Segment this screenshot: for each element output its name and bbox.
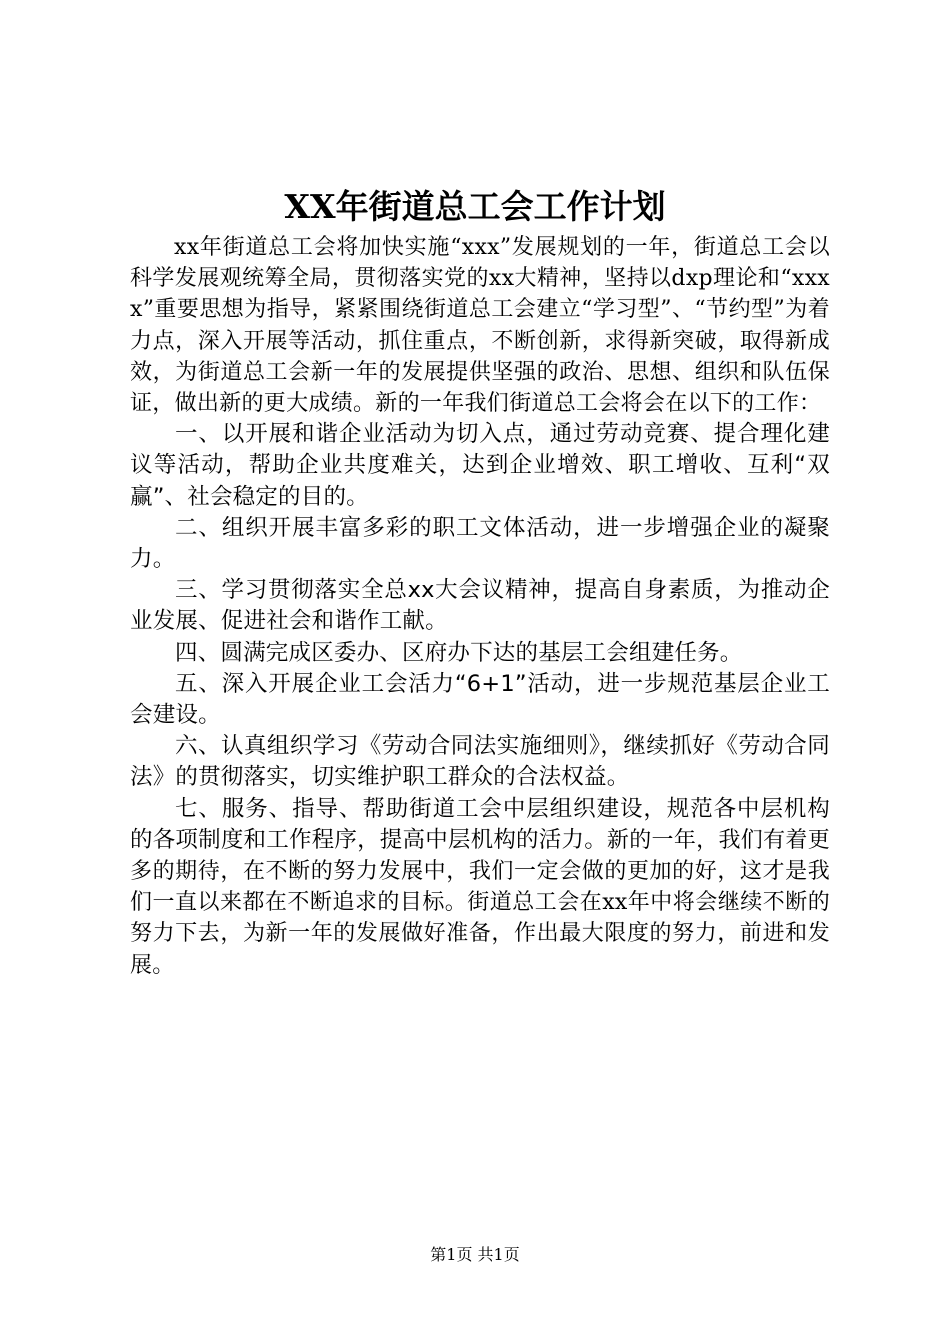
closing-text: 新的一年，我们有着更多的期待，在不断的努力发展中，我们一定会做的更加的好，这才是我们一直以来都在不断追求的目标。街道总工会在xx年中将会继续不断的努力下去，为新一年的发展做好准备，作出最大限度的努力，前进和发展。	[130, 827, 830, 978]
document-title: XX年街道总工会工作计划	[284, 187, 666, 226]
plan-item-4: 四、圆满完成区委办、区府办下达的基层工会组建任务。	[175, 639, 743, 666]
plan-item-5: 五、深入开展企业工会活力“6+1”活动，进一步规范基层企业工会建设。	[130, 670, 830, 729]
plan-item-3: 三、学习贯彻落实全总xx大会议精神，提高自身素质，为推动企业发展、促进社会和谐作工献。	[130, 577, 830, 635]
plan-item-2: 二、组织开展丰富多彩的职工文体活动，进一步增强企业的凝聚力。	[130, 514, 830, 573]
plan-item-7-text: 七、服务、指导、帮助街道工会中层组织建设，规范各中层机构的各项制度和工作程序，提高中层机构的活力。	[130, 795, 830, 853]
document-body	[130, 232, 830, 981]
plan-item-7	[130, 794, 830, 981]
plan-item-6: 六、认真组织学习《劳动合同法实施细则》，继续抓好《劳动合同法》的贯彻落实，切实维护职工群众的合法权益。	[130, 733, 830, 791]
intro-paragraph: xx年街道总工会将加快实施“xxx”发展规划的一年，街道总工会以科学发展观统筹全局，贯彻落实党的xx大精神，坚持以dxp理论和“xxxx”重要思想为指导，紧紧围绕街道总工会建立“学习型”、“节约型”为着力点，深入开展等活动，抓住重点，不断创新，求得新突破，取得新成效，为街道总工会新一年的发展提供坚强的政治、思想、组织和队伍保证，做出新的更大成绩。新的一年我们街道总工会将会在以下的工作：	[130, 235, 830, 417]
plan-item-1: 一、以开展和谐企业活动为切入点，通过劳动竞赛、提合理化建议等活动，帮助企业共度难关，达到企业增效、职工增收、互利“双赢”、社会稳定的目的。	[130, 421, 830, 510]
page-number-footer: 第1页 共1页	[430, 1245, 520, 1264]
